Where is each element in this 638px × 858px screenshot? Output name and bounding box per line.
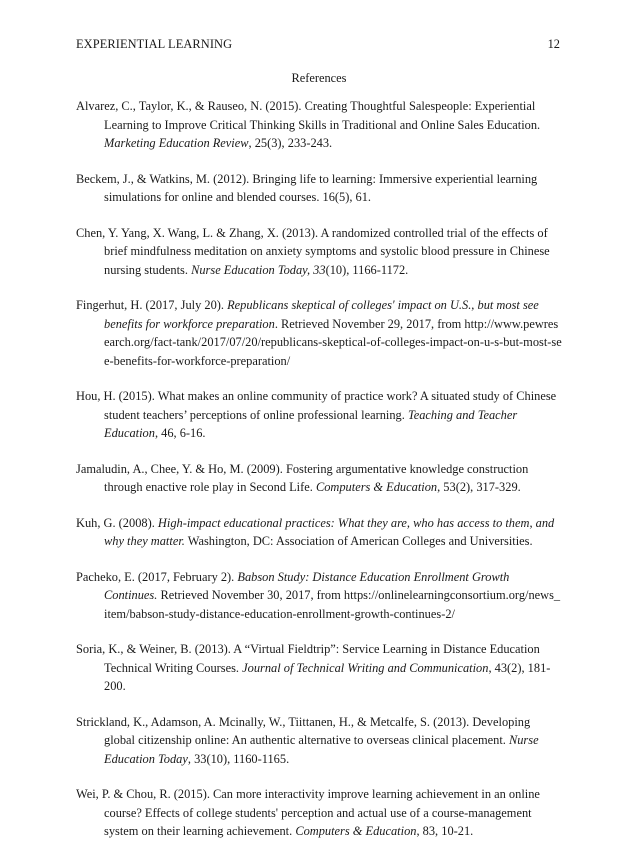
running-head: EXPERIENTIAL LEARNING [76, 37, 233, 51]
ref-title: Babson Study: Distance Education Enrollment Growth Continues. [104, 569, 510, 602]
reference-hou-2015 [76, 387, 562, 443]
ref-title: Creating Thoughtful Salespeople: Experiential Learning to Improve Critical Thinking Skills in Traditional and Online Sales Education. [104, 99, 541, 132]
ref-retrieved: . Retrieved November 29, 2017, from [274, 316, 465, 331]
ref-details: , 83, 10-21. [416, 824, 474, 838]
ref-journal: Teaching and Teacher Education [104, 407, 518, 440]
ref-authors: Beckem, J., & Watkins, M. (2012). [76, 171, 253, 186]
ref-details: (10), 1166-1172. [325, 262, 409, 277]
reference-pacheko-2017 [76, 568, 562, 624]
ref-title: A “Virtual Fieldtrip”: Service Learning in Distance Education Technical Writing Courses. [104, 642, 540, 675]
ref-authors: Soria, K., & Weiner, B. (2013). [76, 642, 234, 656]
ref-journal: Nurse Education Today, 33 [191, 262, 326, 277]
ref-authors: Pacheko, E. (2017, February 2). [76, 569, 238, 584]
ref-authors: Chen, Y. Yang, X. Wang, L. & Zhang, X. (2013). [76, 225, 321, 240]
ref-details: , 53(2), 317-329. [437, 480, 521, 494]
ref-authors: Wei, P. & Chou, R. (2015). [76, 787, 214, 801]
ref-details: , 43(2), 181-200. [104, 660, 551, 693]
reference-alvarez-2015 [76, 97, 562, 153]
reference-jamaludin-2009 [76, 460, 562, 497]
ref-retrieved: Retrieved November 30, 2017, from [157, 588, 344, 602]
ref-authors: Jamaludin, A., Chee, Y. & Ho, M. (2009). [76, 461, 286, 476]
reference-soria-2013 [76, 640, 562, 696]
ref-title: High-impact educational practices: What they are, who has access to them, and why they matter. [104, 515, 555, 548]
reference-fingerhut-2017 [76, 296, 562, 370]
reference-strickland-2013 [76, 713, 562, 769]
ref-title: What makes an online community of practice work? A situated study of Chinese student teachers’ perceptions of online professional learning. [104, 389, 557, 422]
ref-title: A randomized controlled trial of the effects of brief mindfulness meditation on anxiety symptoms and systolic blood pressure in Chinese nursing students. [104, 225, 550, 277]
ref-journal: Computers & Education [315, 480, 438, 494]
reference-wei-2015 [76, 785, 562, 841]
reference-beckem-2012 [76, 170, 562, 207]
reference-list [76, 97, 562, 858]
ref-journal: Computers & Education [295, 824, 417, 838]
ref-title: Can more interactivity improve learning achievement in an online course? Effects of college students' perception and actual use of a course-management system on their learning achievement. [104, 787, 540, 838]
ref-publisher: Washington, DC: Association of American Colleges and Universities. [184, 534, 533, 548]
ref-title: Fostering argumentative knowledge construction through enactive role play in Second Life. [104, 461, 529, 494]
reference-kuh-2008 [76, 514, 562, 551]
ref-journal: Marketing Education Review [104, 136, 249, 150]
ref-title: Bringing life to learning: Immersive experiential learning simulations for online and blended courses. 16(5), 61. [104, 171, 538, 204]
ref-authors: Strickland, K., Adamson, A. Mcinally, W., Tiittanen, H., & Metcalfe, S. (2013). [76, 714, 473, 729]
ref-title: Republicans skeptical of colleges' impact on U.S., but most see benefits for workforce preparation [104, 298, 539, 331]
ref-url[interactable]: https://onlinelearningconsortium.org/news_item/babson-study-distance-education-enrollment-growth-continues-2/ [104, 588, 561, 621]
ref-details: , 46, 6-16. [154, 426, 206, 440]
ref-details: , 33(10), 1160-1165. [187, 751, 290, 766]
ref-journal: Nurse Education Today [104, 733, 539, 766]
ref-title: Developing global citizenship online: An authentic alternative to overseas clinical placement. [104, 714, 531, 747]
references-heading: References [291, 71, 347, 85]
page-number: 12 [547, 37, 560, 51]
ref-authors: Fingerhut, H. (2017, July 20). [76, 298, 228, 312]
ref-journal: Journal of Technical Writing and Communication [242, 660, 489, 675]
ref-authors: Hou, H. (2015). [76, 389, 158, 403]
ref-authors: Kuh, G. (2008). [76, 515, 158, 530]
ref-authors: Alvarez, C., Taylor, K., & Rauseo, N. (2015). [76, 99, 305, 113]
ref-details: , 25(3), 233-243. [248, 136, 333, 150]
reference-chen-2013 [76, 224, 562, 280]
ref-url[interactable]: http://www.pewresearch.org/fact-tank/2017/07/20/republicans-skeptical-of-colleges-impact-on-u-s-but-most-see-benefits-for-workforce-preparation/ [104, 316, 562, 368]
